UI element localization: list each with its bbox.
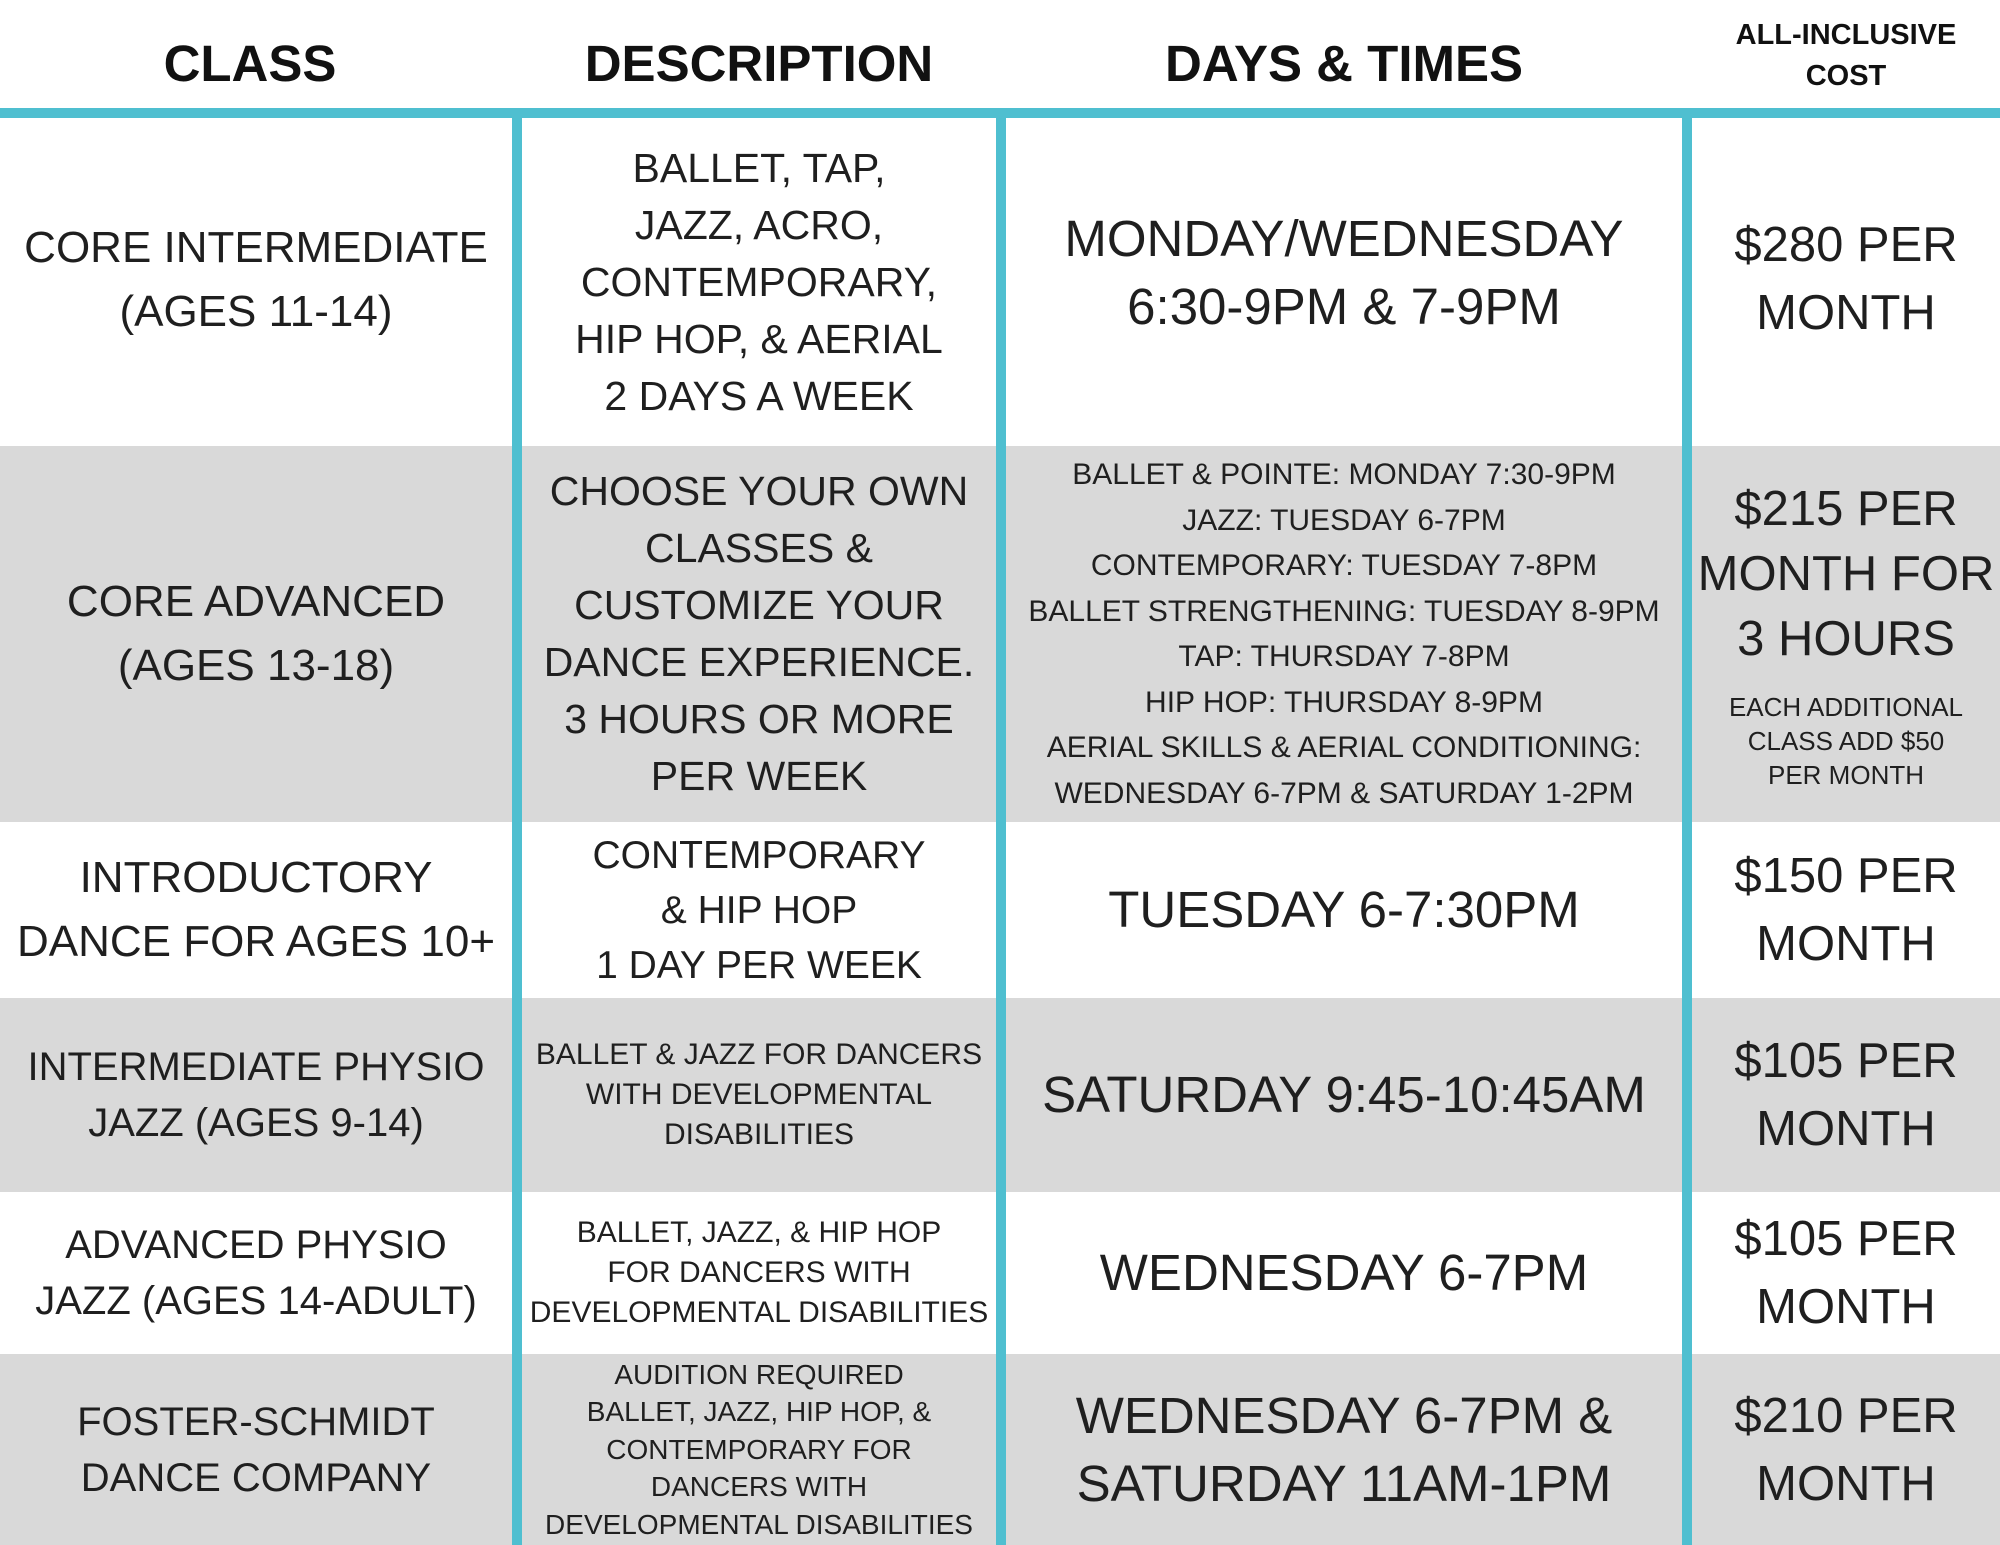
days-times-line: 6:30-9PM & 7-9PM xyxy=(1127,278,1561,335)
class-cell xyxy=(0,822,512,998)
header-divider xyxy=(0,108,2000,118)
cost-cell xyxy=(1692,1192,2000,1354)
description-line: 1 DAY PER WEEK xyxy=(596,943,922,987)
description-line: CUSTOMIZE YOUR xyxy=(574,582,944,628)
days-times-line: BALLET & POINTE: MONDAY 7:30-9PM xyxy=(1072,458,1616,491)
class-name-line: FOSTER-SCHMIDT xyxy=(77,1399,435,1444)
class-name-line: DANCE FOR AGES 10+ xyxy=(16,917,496,966)
cost-line: MONTH xyxy=(1756,286,1936,340)
cost-line: $210 PER xyxy=(1734,1388,1958,1443)
description-cell xyxy=(522,1192,996,1354)
description-line: BALLET, TAP, xyxy=(632,144,886,191)
class-cell xyxy=(0,1354,512,1545)
days-times-cell xyxy=(1006,118,1682,446)
cost-cell xyxy=(1692,118,2000,446)
description-line: BALLET, JAZZ, & HIP HOP xyxy=(576,1216,942,1249)
days-times-line: HIP HOP: THURSDAY 8-9PM xyxy=(1145,685,1543,719)
cost-cell xyxy=(1692,998,2000,1192)
cost-line: MONTH xyxy=(1756,1280,1936,1334)
description-cell xyxy=(522,1354,996,1545)
cost-line: MONTH xyxy=(1756,1456,1936,1511)
description-line: DANCE EXPERIENCE. xyxy=(543,639,975,685)
cost-line: $215 PER xyxy=(1734,481,1958,536)
days-times-line: WEDNESDAY 6-7PM & SATURDAY 1-2PM xyxy=(1054,776,1634,810)
days-times-line: WEDNESDAY 6-7PM xyxy=(1099,1244,1589,1301)
cost-line: $150 PER xyxy=(1734,849,1958,903)
header-days-times-label: DAYS & TIMES xyxy=(1164,34,1524,92)
header-cost-line: COST xyxy=(1805,60,1887,92)
description-cell xyxy=(522,118,996,446)
days-times-line: BALLET STRENGTHENING: TUESDAY 8-9PM xyxy=(1028,594,1660,628)
cost-line: $105 PER xyxy=(1734,1034,1958,1088)
days-times-line: TAP: THURSDAY 7-8PM xyxy=(1178,640,1510,673)
description-line: CONTEMPORARY FOR xyxy=(606,1433,912,1465)
cost-cell xyxy=(1692,1354,2000,1545)
class-name-line: INTERMEDIATE PHYSIO xyxy=(27,1045,485,1089)
class-name-line: (AGES 11-14) xyxy=(119,287,393,336)
cost-note-line: EACH ADDITIONAL xyxy=(1728,691,1964,722)
days-times-cell xyxy=(1006,1354,1682,1545)
cost-cell xyxy=(1692,446,2000,822)
description-line: DISABILITIES xyxy=(663,1118,855,1151)
description-line: PER WEEK xyxy=(650,753,868,799)
description-line: BALLET, JAZZ, HIP HOP, & xyxy=(586,1396,932,1428)
description-line: DEVELOPMENTAL DISABILITIES xyxy=(545,1508,973,1540)
column-divider xyxy=(996,118,1006,1545)
class-cell xyxy=(0,446,512,822)
days-times-line: SATURDAY 9:45-10:45AM xyxy=(1042,1066,1646,1123)
description-line: WITH DEVELOPMENTAL xyxy=(585,1078,933,1111)
description-line: DANCERS WITH xyxy=(650,1471,868,1503)
class-name-line: JAZZ (AGES 14-ADULT) xyxy=(35,1279,477,1323)
days-times-cell xyxy=(1006,998,1682,1192)
cost-line: $105 PER xyxy=(1734,1212,1958,1266)
cost-line: MONTH xyxy=(1756,917,1936,971)
header-description-label: DESCRIPTION xyxy=(584,34,934,92)
class-name-line: JAZZ (AGES 9-14) xyxy=(88,1101,424,1145)
description-cell xyxy=(522,446,996,822)
cost-amount xyxy=(1698,477,1995,672)
cost-cell xyxy=(1692,822,2000,998)
days-times-line: CONTEMPORARY: TUESDAY 7-8PM xyxy=(1090,549,1598,582)
header-cost xyxy=(1692,0,2000,108)
description-line: CHOOSE YOUR OWN xyxy=(549,468,969,514)
description-line: DEVELOPMENTAL DISABILITIES xyxy=(529,1296,989,1329)
cost-line: 3 HOURS xyxy=(1737,611,1955,666)
days-times-line: TUESDAY 6-7:30PM xyxy=(1108,881,1580,938)
days-times-cell xyxy=(1006,1192,1682,1354)
description-line: AUDITION REQUIRED xyxy=(614,1358,904,1390)
days-times-line: WEDNESDAY 6-7PM & xyxy=(1075,1386,1613,1444)
header-cost-line: ALL-INCLUSIVE xyxy=(1735,19,1957,51)
cost-note-line: PER MONTH xyxy=(1768,759,1924,790)
class-cell xyxy=(0,118,512,446)
description-line: BALLET & JAZZ FOR DANCERS xyxy=(535,1038,983,1071)
class-name-line: (AGES 13-18) xyxy=(117,641,395,690)
class-name-line: INTRODUCTORY xyxy=(79,853,433,902)
class-cell xyxy=(0,1192,512,1354)
days-times-line: JAZZ: TUESDAY 6-7PM xyxy=(1182,503,1506,537)
description-line: FOR DANCERS WITH xyxy=(607,1256,911,1289)
days-times-cell xyxy=(1006,446,1682,822)
class-name-line: DANCE COMPANY xyxy=(80,1455,432,1500)
days-times-cell xyxy=(1006,822,1682,998)
cost-line: MONTH xyxy=(1756,1102,1936,1156)
days-times-line: SATURDAY 11AM-1PM xyxy=(1076,1454,1612,1512)
class-name-line: CORE INTERMEDIATE xyxy=(24,223,488,272)
cost-note-line: CLASS ADD $50 xyxy=(1747,725,1945,756)
description-line: CONTEMPORARY, xyxy=(580,258,938,305)
description-line: HIP HOP, & AERIAL xyxy=(575,315,943,362)
cost-line: $280 PER xyxy=(1734,218,1958,272)
description-line: 3 HOURS OR MORE xyxy=(564,696,954,742)
description-cell xyxy=(522,998,996,1192)
header-description xyxy=(522,0,996,108)
description-cell xyxy=(522,822,996,998)
class-cell xyxy=(0,998,512,1192)
class-name-line: ADVANCED PHYSIO xyxy=(65,1223,447,1267)
column-divider xyxy=(512,118,522,1545)
header-class-label: CLASS xyxy=(163,34,337,92)
header-class xyxy=(0,0,500,108)
cost-line: MONTH FOR xyxy=(1697,546,1995,601)
description-line: CONTEMPORARY xyxy=(592,833,926,877)
description-line: 2 DAYS A WEEK xyxy=(604,372,914,419)
cost-note xyxy=(1729,690,1963,792)
days-times-line: AERIAL SKILLS & AERIAL CONDITIONING: xyxy=(1046,731,1642,764)
days-times-line: MONDAY/WEDNESDAY xyxy=(1064,210,1624,267)
description-line: JAZZ, ACRO, xyxy=(634,201,884,248)
header-days-times xyxy=(1006,0,1682,108)
description-line: & HIP HOP xyxy=(660,888,858,932)
description-line: CLASSES & xyxy=(645,525,873,571)
column-divider xyxy=(1682,118,1692,1545)
class-name-line: CORE ADVANCED xyxy=(66,577,446,626)
